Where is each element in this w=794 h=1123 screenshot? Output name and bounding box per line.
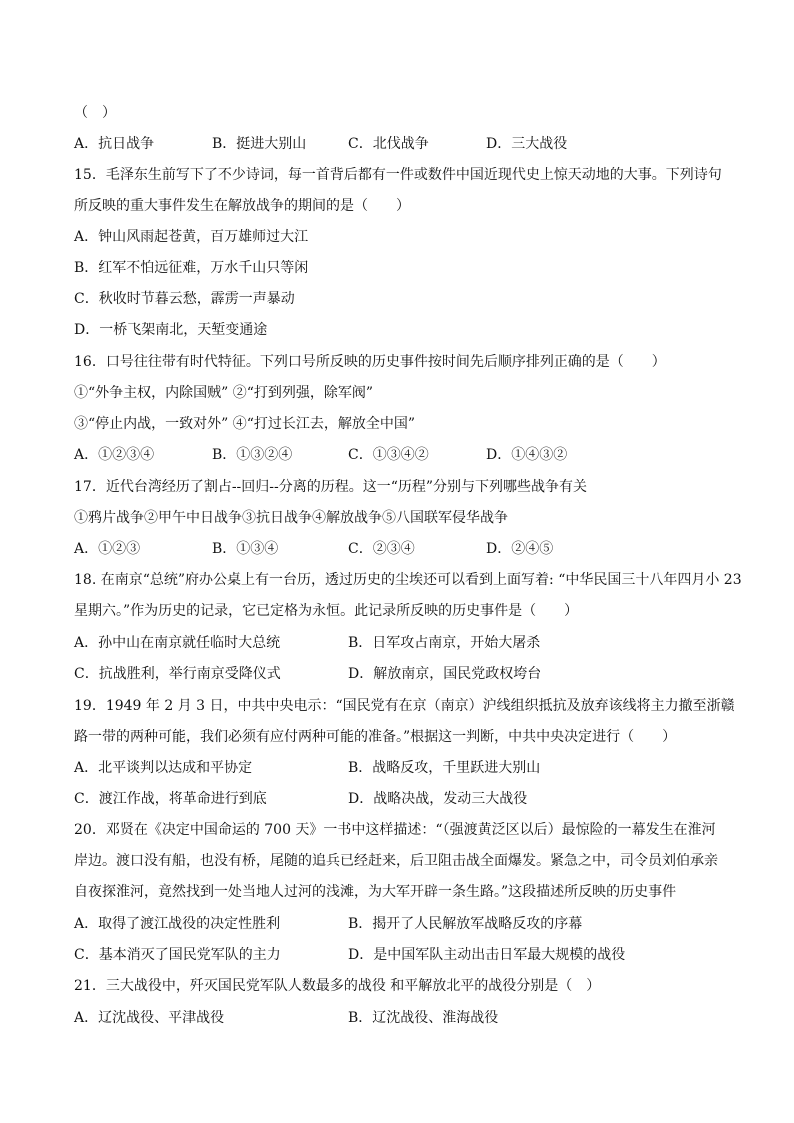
q21-option-a: A．辽沈战役、平津战役 <box>74 1010 225 1026</box>
q18-options-row-1 <box>74 634 734 652</box>
q19-options-row-1 <box>74 759 734 777</box>
q20-option-c: C．基本消灭了国民党军队的主力 <box>74 947 281 963</box>
q18-option-b: B．日军攻占南京，开始大屠杀 <box>348 635 541 651</box>
q17-option-c: C．②③④ <box>348 541 415 557</box>
q19-stem-line-1: 19．1949 年 2 月 3 日，中共中央电示：“国民党有在京（南京）沪线组织抵抗及放弃该线将主力撤至浙赣 <box>74 698 735 714</box>
q16-option-d: D．①④③② <box>486 447 568 463</box>
q19-option-b: B．战略反攻，千里跃进大别山 <box>348 760 541 776</box>
q16-option-a: A．①②③④ <box>74 447 155 463</box>
q14-option-a: A．抗日战争 <box>74 136 155 152</box>
q17-options <box>74 540 734 558</box>
q15-option-a: A．钟山风雨起苍黄，百万雄师过大江 <box>74 229 309 245</box>
q15-stem-line-2: 所反映的重大事件发生在解放战争的期间的是（ ） <box>74 198 410 214</box>
q20-option-b: B．揭开了人民解放军战略反攻的序幕 <box>348 916 583 932</box>
q20-stem-line-3: 自夜探淮河，竟然找到一处当地人过河的浅滩，为大军开辟一条生路。”这段描述所反映的历史事件 <box>74 884 677 900</box>
q18-options-row-2 <box>74 665 734 683</box>
q19-stem-line-2: 路一带的两种可能，我们必须有应付两种可能的准备。”根据这一判断，中共中央决定进行（ ） <box>74 729 677 745</box>
q17-option-a: A．①②③ <box>74 541 141 557</box>
q21-option-b: B．辽沈战役、淮海战役 <box>348 1010 499 1026</box>
q20-option-d: D．是中国军队主动出击日军最大规模的战役 <box>348 947 626 963</box>
q14-options <box>74 135 734 153</box>
q20-option-a: A．取得了渡江战役的决定性胜利 <box>74 916 281 932</box>
q15-option-b: B．红军不怕远征难，万水千山只等闲 <box>74 260 309 276</box>
q16-items-line-2: ③“停止内战，一致对外” ④“打过长江去，解放全中国” <box>74 416 416 432</box>
q15-option-d: D．一桥飞架南北，天堑变通途 <box>74 322 268 338</box>
q17-option-d: D．②④⑤ <box>486 541 554 557</box>
q17-option-b: B．①③④ <box>212 541 279 557</box>
q15-option-c: C．秋收时节暮云愁，霹雳一声暴动 <box>74 291 295 307</box>
q17-stem: 17．近代台湾经历了割占--回归--分离的历程。这一“历程”分别与下列哪些战争有关 <box>74 479 588 495</box>
q14-option-c: C．北伐战争 <box>348 136 429 152</box>
q19-option-a: A．北平谈判以达成和平协定 <box>74 760 253 776</box>
q18-option-a: A．孙中山在南京就任临时大总统 <box>74 635 281 651</box>
q19-options-row-2 <box>74 790 734 808</box>
q16-options <box>74 446 734 464</box>
q20-stem-line-1: 20．邓贤在《决定中国命运的 700 天》一书中这样描述：“（强渡黄泛区以后）最惊险的一幕发生在淮河 <box>74 822 716 838</box>
q15-stem-line-1: 15．毛泽东生前写下了不少诗词，每一首背后都有一件或数件中国近现代史上惊天动地的大事。下列诗句 <box>74 167 722 183</box>
q20-options-row-1 <box>74 915 734 933</box>
q21-options-row-1 <box>74 1009 734 1027</box>
q14-option-b: B．挺进大别山 <box>212 136 307 152</box>
q18-option-c: C．抗战胜利，举行南京受降仪式 <box>74 666 281 682</box>
q14-answer-bracket: （ ） <box>74 105 116 121</box>
q16-option-c: C．①③④② <box>348 447 429 463</box>
q18-stem-line-2: 星期六。”作为历史的记录，它已定格为永恒。此记录所反映的历史事件是（ ） <box>74 603 579 619</box>
q17-items: ①鸦片战争②甲午中日战争③抗日战争④解放战争⑤八国联军侵华战争 <box>74 510 508 526</box>
q16-items-line-1: ①“外争主权，内除国贼” ②“打到列强，除军阀” <box>74 385 374 401</box>
q16-stem: 16．口号往往带有时代特征。下列口号所反映的历史事件按时间先后顺序排列正确的是（ ） <box>74 354 666 370</box>
q21-stem: 21．三大战役中，歼灭国民党军队人数最多的战役 和平解放北平的战役分别是（ ） <box>74 978 601 994</box>
q14-option-d: D．三大战役 <box>486 136 568 152</box>
q20-options-row-2 <box>74 946 734 964</box>
q20-stem-line-2: 岸边。渡口没有船，也没有桥，尾随的追兵已经赶来，后卫阻击战全面爆发。紧急之中，司令员刘伯承亲 <box>74 853 718 869</box>
q19-option-d: D．战略决战，发动三大战役 <box>348 791 528 807</box>
q19-option-c: C．渡江作战，将革命进行到底 <box>74 791 267 807</box>
q18-stem-line-1: 18. 在南京“总统”府办公桌上有一台历，透过历史的尘埃还可以看到上面写着: “中华民国三十八年四月小 23 <box>74 572 742 588</box>
q16-option-b: B．①③②④ <box>212 447 293 463</box>
q18-option-d: D．解放南京，国民党政权垮台 <box>348 666 542 682</box>
